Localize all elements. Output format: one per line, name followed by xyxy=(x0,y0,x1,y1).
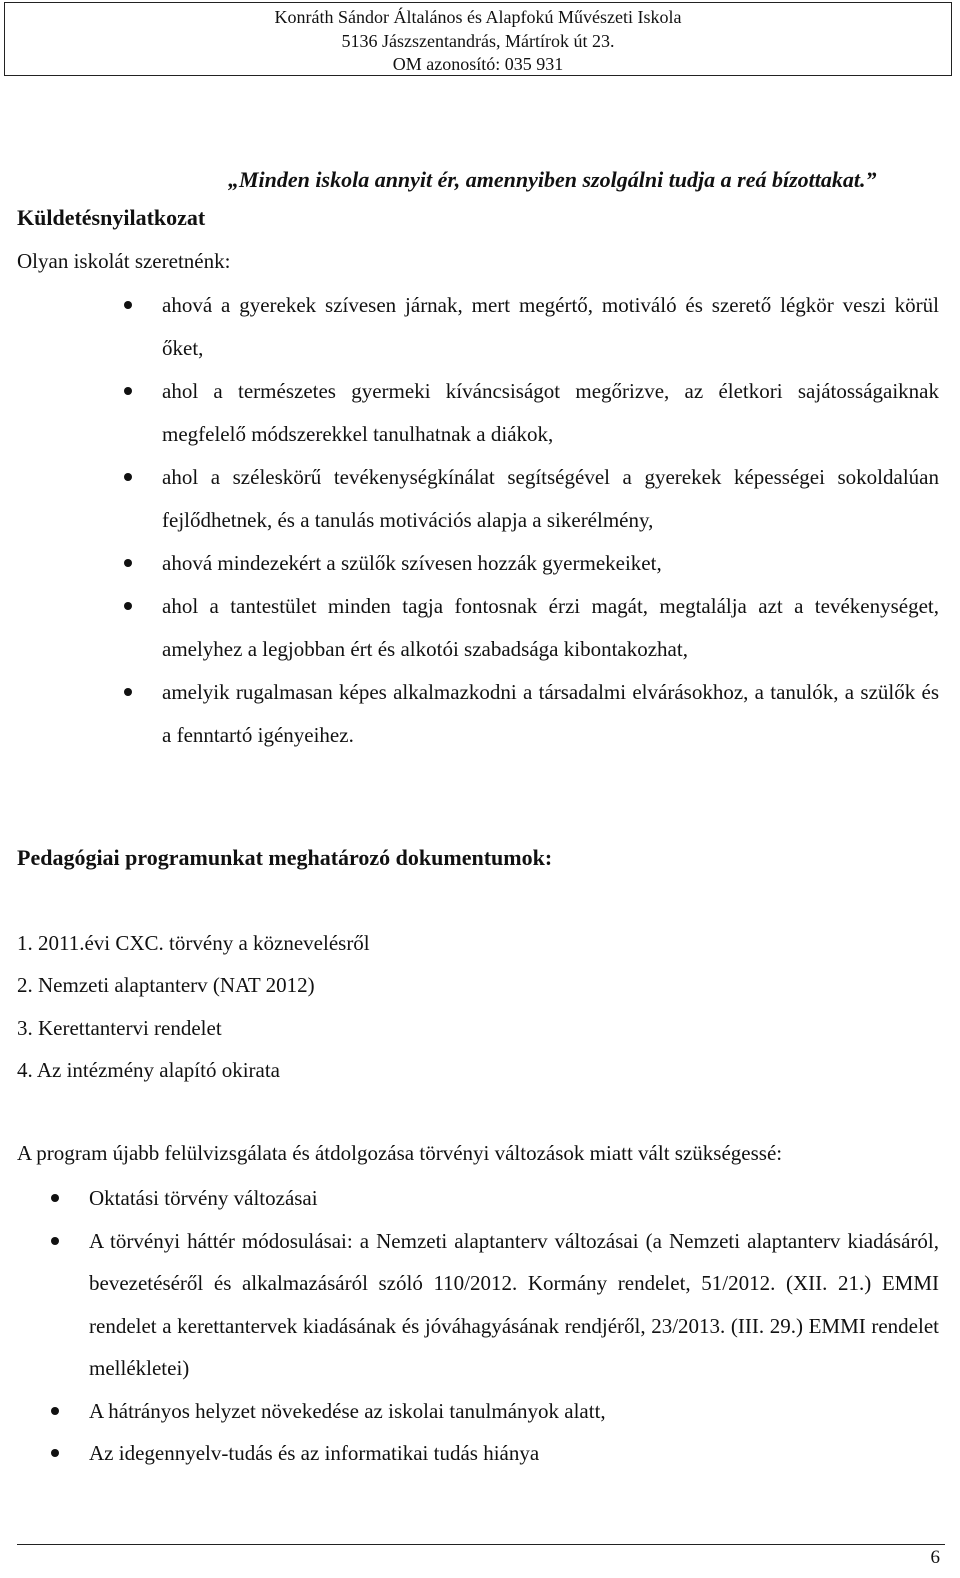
mission-item: ahol a széleskörű tevékenységkínálat segítségével a gyerekek képességei sokoldalúan fejlődhetnek, és a tanulás motivációs alapja a sikerélmény, xyxy=(162,456,939,542)
footer-divider xyxy=(17,1544,945,1545)
revision-item: A hátrányos helyzet növekedése az iskolai tanulmányok alatt, xyxy=(89,1390,939,1433)
document-item: 2. Nemzeti alaptanterv (NAT 2012) xyxy=(17,973,315,998)
revision-item: A törvényi háttér módosulásai: a Nemzeti alaptanterv változásai (a Nemzeti alaptanterv kiadásáról, bevezetéséről és alkalmazásáról szóló 110/2012. Kormány rendelet, 51/2012. (XII. 21.) EMMI rendelet a kerettantervek kiadásának és jóváhagyásának rendjéről, 23/2013. (III. 29.) EMMI rendelet mellékletei) xyxy=(89,1220,939,1390)
mission-intro: Olyan iskolát szeretnénk: xyxy=(17,249,231,273)
documents-title: Pedagógiai programunkat meghatározó dokumentumok: xyxy=(17,845,553,870)
document-item: 4. Az intézmény alapító okirata xyxy=(17,1057,280,1082)
mission-item: amelyik rugalmasan képes alkalmazkodni a társadalmi elvárásokhoz, a tanulók, a szülők és a fenntartó igényeihez. xyxy=(162,671,939,757)
page-header xyxy=(4,2,952,76)
documents-list xyxy=(17,922,370,1091)
school-om-id: OM azonosító: 035 931 xyxy=(392,54,564,74)
mission-item: ahol a természetes gyermeki kíváncsiságot megőrizve, az életkori sajátosságaiknak megfelelő módszerekkel tanulhatnak a diákok, xyxy=(162,370,939,456)
school-name: Konráth Sándor Általános és Alapfokú Művészeti Iskola xyxy=(274,7,682,27)
mission-item: ahová a gyerekek szívesen járnak, mert megértő, motiváló és szerető légkör veszi körül őket, xyxy=(162,284,939,370)
school-address: 5136 Jászszentandrás, Mártírok út 23. xyxy=(341,30,615,51)
mission-item: ahol a tantestület minden tagja fontosnak érzi magát, megtalálja azt a tevékenységet, amelyhez a legjobban ért és alkotói szabadsága kibontakozhat, xyxy=(162,585,939,671)
revision-item: Oktatási törvény változásai xyxy=(89,1177,939,1220)
page-number: 6 xyxy=(930,1547,940,1568)
revision-item: Az idegennyelv-tudás és az informatikai tudás hiánya xyxy=(89,1432,939,1475)
revision-list xyxy=(89,1177,939,1475)
mission-list xyxy=(162,284,939,757)
revision-intro: A program újabb felülvizsgálata és átdolgozása törvényi változások miatt vált szükségessé: xyxy=(17,1141,783,1165)
document-item: 3. Kerettantervi rendelet xyxy=(17,1015,222,1040)
mission-title: Küldetésnyilatkozat xyxy=(17,205,206,230)
mission-item: ahová mindezekért a szülők szívesen hozzák gyermekeiket, xyxy=(162,542,939,585)
motto-quote: „Minden iskola annyit ér, amennyiben szolgálni tudja a reá bízottakat.” xyxy=(228,167,877,192)
document-item: 1. 2011.évi CXC. törvény a köznevelésről xyxy=(17,931,370,955)
